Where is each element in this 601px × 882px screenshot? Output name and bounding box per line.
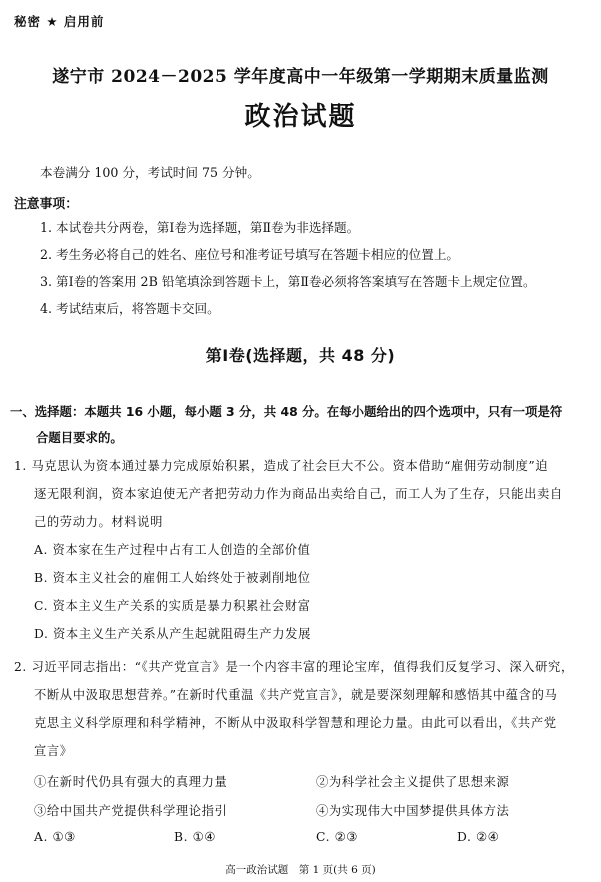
question-2-statement-4: ④为实现伟大中国梦提供具体方法: [316, 804, 510, 818]
subject-title: 政治试题: [244, 102, 357, 132]
notes-heading: 注意事项：: [14, 197, 78, 212]
question-2-statement-1: ①在新时代仍具有强大的真理力量: [34, 775, 228, 789]
question-2-choice-d: D. ②④: [457, 830, 500, 844]
question-1-option-b: B. 资本主义社会的雇佣工人始终处于被剥削地位: [34, 571, 311, 585]
part-instruction-line1: 一、选择题：本题共 16 小题，每小题 3 分，共 48 分。在每小题给出的四个选项中，只有一项是符: [10, 404, 563, 419]
question-2-stem-line: 2. 习近平同志指出：“《共产党宣言》是一个内容丰富的理论宝库，值得我们反复学习、深入研究，: [14, 660, 574, 674]
note-item: 2. 考生务必将自己的姓名、座位号和准考证号填写在答题卡相应的位置上。: [40, 247, 460, 262]
question-2-statement-2: ②为科学社会主义提供了思想来源: [316, 775, 510, 789]
part-instruction-line2: 合题目要求的。: [36, 430, 123, 445]
question-2-stem-line: 宣言》: [34, 744, 73, 758]
question-2-choice-b: B. ①④: [174, 830, 216, 844]
intro-text: 本卷满分 100 分，考试时间 75 分钟。: [40, 165, 260, 180]
question-2-stem-line: 不断从中汲取思想营养。”在新时代重温《共产党宣言》，就是要深刻理解和感悟其中蕴含的马: [34, 688, 558, 702]
question-2-choice-a: A. ①③: [34, 830, 76, 844]
question-1-stem-line: 逐无限利润，资本家迫使无产者把劳动力作为商品出卖给自己，而工人为了生存，只能出卖自: [34, 487, 563, 501]
question-1-option-d: D. 资本主义生产关系从产生起就阻碍生产力发展: [34, 627, 311, 641]
question-2-choice-c: C. ②③: [316, 830, 358, 844]
question-1-stem-line: 1. 马克思认为资本通过暴力完成原始积累，造成了社会巨大不公。资本借助“雇佣劳动制度”迫: [14, 459, 549, 473]
question-1-option-a: A. 资本家在生产过程中占有工人创造的全部价值: [34, 543, 311, 557]
question-1-option-c: C. 资本主义生产关系的实质是暴力积累社会财富: [34, 599, 311, 613]
page-footer: 高一政治试题 第 1 页(共 6 页): [225, 864, 376, 876]
question-2-stem-line: 克思主义科学原理和科学精神，不断从中汲取科学智慧和理论力量。由此可以看出，《共产党: [34, 716, 557, 730]
question-2-statement-3: ③给中国共产党提供科学理论指引: [34, 804, 228, 818]
exam-title: 遂宁市 2024－2025 学年度高中一年级第一学期期末质量监测: [52, 67, 549, 87]
question-1-stem-line: 己的劳动力。材料说明: [34, 515, 163, 529]
secret-label: 秘密 ★ 启用前: [14, 14, 105, 29]
note-item: 3. 第Ⅰ卷的答案用 2B 铅笔填涂到答题卡上，第Ⅱ卷必须将答案填写在答题卡上规定位置。: [40, 274, 536, 289]
note-item: 1. 本试卷共分两卷，第Ⅰ卷为选择题，第Ⅱ卷为非选择题。: [40, 220, 360, 235]
section-title: 第Ⅰ卷(选择题，共 48 分): [205, 346, 396, 365]
note-item: 4. 考试结束后，将答题卡交回。: [40, 301, 220, 316]
